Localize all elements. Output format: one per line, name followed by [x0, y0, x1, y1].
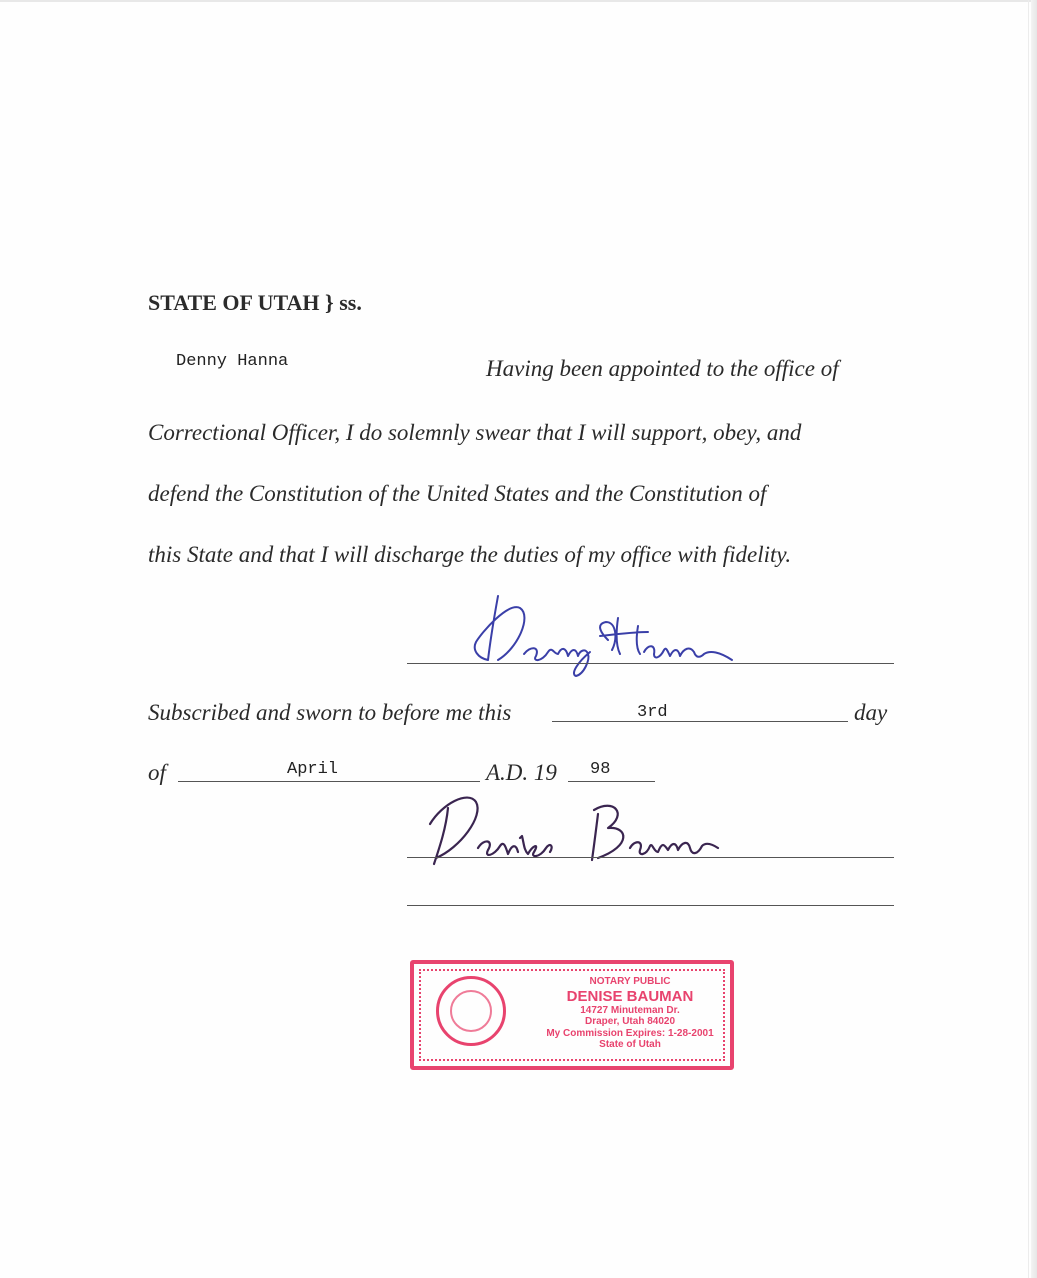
venue-heading: STATE OF UTAH } ss.	[148, 290, 362, 315]
ad-label: A.D. 19	[486, 760, 557, 785]
year-blank-line	[568, 781, 655, 782]
page-top-edge	[0, 0, 1037, 2]
stamp-city: Draper, Utah 84020	[584, 1016, 676, 1028]
month-blank-line	[178, 781, 480, 782]
month-value: April	[287, 760, 339, 779]
affiant-signature-line	[407, 663, 894, 664]
oath-line-3: defend the Constitution of the United States and the Constitution of	[148, 481, 767, 506]
notary-signature-line	[407, 857, 894, 858]
oath-line-2: Correctional Officer, I do solemnly swear that I will support, obey, and	[148, 420, 802, 445]
stamp-name: DENISE BAUMAN	[566, 987, 694, 1005]
stamp-commission: My Commission Expires: 1-28-2001	[546, 1027, 714, 1039]
notary-stamp	[410, 960, 734, 1070]
page-right-edge	[1031, 0, 1037, 1278]
affiant-name: Denny Hanna	[176, 352, 289, 371]
year-value: 98	[590, 760, 611, 779]
stamp-state: State of Utah	[599, 1039, 661, 1051]
day-label: day	[854, 700, 888, 725]
stamp-text	[542, 976, 718, 1051]
state-seal-icon	[436, 976, 506, 1046]
seal-center	[450, 990, 492, 1032]
day-value: 3rd	[637, 703, 668, 722]
stamp-title: NOTARY PUBLIC	[589, 976, 671, 987]
page-fold-line	[1028, 0, 1029, 1278]
affiant-signature	[468, 588, 748, 680]
oath-line-1: Having been appointed to the office of	[486, 356, 839, 381]
oath-line-4: this State and that I will discharge the duties of my office with fidelity.	[148, 542, 792, 567]
of-label: of	[148, 760, 166, 785]
notary-title-line	[407, 905, 894, 906]
subscribed-text: Subscribed and sworn to before me this	[148, 700, 512, 725]
day-blank-line	[552, 721, 848, 722]
stamp-address: 14727 Minuteman Dr.	[580, 1004, 680, 1016]
